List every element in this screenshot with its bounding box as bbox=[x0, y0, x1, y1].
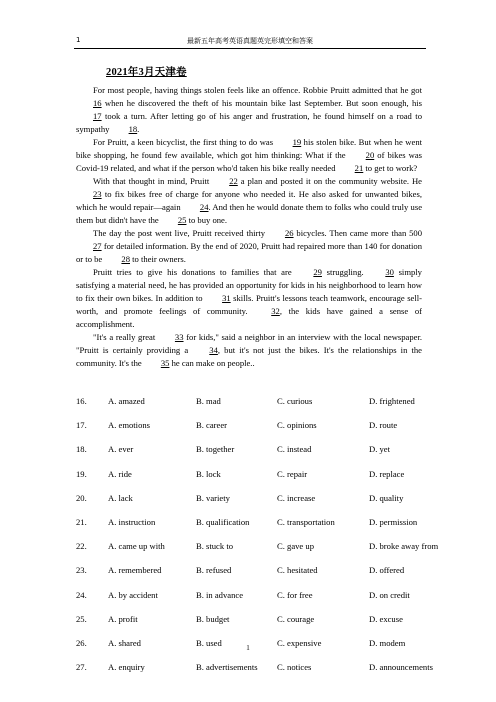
option-a: A. shared bbox=[108, 637, 141, 648]
passage-text: struggling. bbox=[321, 267, 369, 277]
option-d: D. yet bbox=[369, 444, 391, 455]
passage-text: took a turn. After letting go of his anger and frustration, he found himself on a road to sympathy bbox=[76, 111, 422, 134]
option-b: B. qualification bbox=[196, 516, 250, 527]
passage-text: . bbox=[137, 124, 140, 134]
blank-number: 25 bbox=[177, 215, 187, 225]
option-b: B. lock bbox=[196, 468, 221, 479]
option-d: D. on credit bbox=[369, 589, 410, 600]
blank-number: 30 bbox=[385, 267, 394, 277]
option-a: A. came up with bbox=[108, 541, 165, 552]
option-c: C. instead bbox=[277, 444, 312, 455]
passage-text: , but it's not just the bikes. It's the relationships in the community. It's the bbox=[76, 345, 422, 368]
blank-number: 18 bbox=[128, 124, 138, 134]
option-d: D. excuse bbox=[369, 613, 403, 624]
blank-number: 19 bbox=[292, 137, 302, 147]
option-d: D. frightened bbox=[369, 396, 415, 406]
header-title: 最新五年高考英语真题英完形填空和答案 bbox=[187, 37, 313, 45]
blank-number: 27 bbox=[93, 241, 102, 251]
option-row bbox=[76, 614, 466, 638]
option-row bbox=[76, 662, 466, 686]
question-number: 24. bbox=[76, 589, 87, 600]
blank-number: 29 bbox=[313, 267, 322, 277]
passage-paragraph bbox=[76, 227, 422, 266]
option-a: A. emotions bbox=[108, 420, 151, 431]
option-b: B. refused bbox=[196, 565, 232, 576]
question-number: 23. bbox=[76, 565, 87, 576]
option-c: C. hesitated bbox=[277, 565, 318, 576]
option-b: B. budget bbox=[196, 613, 230, 624]
option-b: B. variety bbox=[196, 492, 230, 503]
option-d: D. announcements bbox=[369, 662, 433, 673]
blank-number: 32 bbox=[271, 306, 280, 316]
blank-number: 23 bbox=[93, 189, 102, 199]
passage-text: of bikes was Covid-19 related, and what if the person who'd taken his bike really needed bbox=[76, 150, 423, 173]
passage-text: for detailed information. By the end of 2020, Pruitt had repaired more than 140 for donation or to be bbox=[76, 241, 422, 264]
question-number: 26. bbox=[76, 637, 87, 648]
option-row bbox=[76, 517, 466, 541]
passage-text: his stolen bike. But when he went bike shopping, he found few available, which got him thinking: What if the bbox=[76, 137, 422, 160]
option-a: A. lack bbox=[108, 492, 133, 503]
passage-text: he can make on people.. bbox=[169, 358, 255, 368]
option-row bbox=[76, 420, 466, 444]
question-number: 19. bbox=[76, 468, 87, 479]
option-c: C. repair bbox=[277, 468, 308, 479]
passage-text: Pruitt tries to give his donations to families that are bbox=[93, 267, 297, 277]
blank-number: 26 bbox=[284, 228, 294, 238]
passage-text: . And then he would donate them to folks who could truly use them but didn't have the bbox=[76, 202, 423, 225]
option-a: A. ride bbox=[108, 468, 132, 479]
passage-text: to get to work? bbox=[363, 163, 418, 173]
blank-number: 31 bbox=[222, 293, 231, 303]
passage-paragraph bbox=[76, 331, 422, 370]
option-row bbox=[76, 541, 466, 565]
page-footer-number: 1 bbox=[246, 644, 250, 652]
blank-number: 28 bbox=[121, 254, 130, 264]
option-d: D. modem bbox=[369, 637, 406, 648]
option-c: C. increase bbox=[277, 492, 316, 503]
question-number: 18. bbox=[76, 444, 87, 455]
passage-paragraph bbox=[76, 175, 422, 227]
passage-text: when he discovered the theft of his mountain bike last September. But soon enough, his bbox=[101, 98, 422, 108]
question-number: 16. bbox=[76, 396, 87, 406]
option-b: B. together bbox=[196, 444, 235, 455]
question-number: 22. bbox=[76, 541, 87, 552]
option-d: D. quality bbox=[369, 492, 404, 503]
option-a: A. ever bbox=[108, 444, 134, 455]
option-c: C. curious bbox=[277, 396, 313, 406]
option-c: C. for free bbox=[277, 589, 313, 600]
blank-number: 24 bbox=[199, 202, 209, 212]
option-row bbox=[76, 469, 466, 493]
question-number: 21. bbox=[76, 516, 87, 527]
passage-text: skills. Pruitt's lessons teach teamwork, encourage sell-worth, and promote feelings of community. bbox=[76, 293, 422, 316]
option-b: B. stuck to bbox=[196, 541, 234, 552]
passage-text: to fix bikes free of charge for anyone who needed it. He also asked for unwanted bikes, which he would repair—again bbox=[76, 189, 422, 212]
option-c: C. transportation bbox=[277, 516, 335, 527]
passage-paragraph bbox=[76, 266, 422, 331]
passage bbox=[76, 84, 422, 370]
blank-number: 16 bbox=[93, 98, 102, 108]
options-list bbox=[76, 396, 466, 686]
option-row bbox=[76, 590, 466, 614]
option-d: D. route bbox=[369, 420, 398, 431]
passage-text: , the kids have gained a sense of accomplishment. bbox=[76, 306, 423, 329]
option-d: D. offered bbox=[369, 565, 405, 576]
option-a: A. amazed bbox=[108, 396, 145, 406]
option-b: B. career bbox=[196, 420, 228, 431]
option-d: D. replace bbox=[369, 468, 405, 479]
option-a: A. profit bbox=[108, 613, 138, 624]
blank-number: 35 bbox=[160, 358, 170, 368]
passage-text: to buy one. bbox=[186, 215, 228, 225]
option-d: D. permission bbox=[369, 516, 418, 527]
option-b: B. mad bbox=[196, 396, 221, 406]
option-b: B. used bbox=[196, 637, 222, 648]
option-row bbox=[76, 565, 466, 589]
passage-text: The day the post went live, Pruitt received thirty bbox=[93, 228, 268, 238]
question-number: 25. bbox=[76, 613, 87, 624]
option-d: D. broke away from bbox=[369, 541, 439, 552]
option-c: C. gave up bbox=[277, 541, 314, 552]
document-title: 2021年3月天津卷 bbox=[106, 67, 187, 78]
passage-text: for kids," said a neighbor in an interview with the local newspaper. "Pruitt is certainly providing a bbox=[76, 332, 423, 355]
option-b: B. in advance bbox=[196, 589, 244, 600]
passage-text: For most people, having things stolen feels like an offence. Robbie Pruitt admitted that he got bbox=[93, 85, 422, 95]
option-a: A. enquiry bbox=[108, 662, 145, 673]
option-c: C. courage bbox=[277, 613, 315, 624]
blank-number: 20 bbox=[365, 150, 375, 160]
passage-text: bicycles. Then came more than 500 bbox=[293, 228, 422, 238]
passage-paragraph bbox=[76, 136, 422, 175]
blank-number: 34 bbox=[209, 345, 218, 355]
passage-text: to their owners. bbox=[130, 254, 186, 264]
option-row bbox=[76, 493, 466, 517]
option-a: A. by accident bbox=[108, 589, 158, 600]
option-row bbox=[76, 396, 466, 420]
passage-text: simply satisfying a material need, he has provided an opportunity for kids in his neighborhood to learn how to fix their own bikes. In addition to bbox=[76, 267, 422, 303]
passage-paragraph bbox=[76, 84, 422, 136]
blank-number: 22 bbox=[229, 176, 238, 186]
option-a: A. remembered bbox=[108, 565, 162, 576]
option-b: B. advertisements bbox=[196, 662, 258, 673]
question-number: 27. bbox=[76, 662, 87, 673]
option-c: C. notices bbox=[277, 662, 312, 673]
blank-number: 33 bbox=[174, 332, 184, 342]
passage-text: For Pruitt, a keen bicyclist, the first thing to do was bbox=[93, 137, 276, 147]
passage-text: With that thought in mind, Pruitt bbox=[93, 176, 213, 186]
passage-text: a plan and posted it on the community website. He bbox=[237, 176, 422, 186]
passage-text: "It's a really great bbox=[93, 332, 158, 342]
option-c: C. expensive bbox=[277, 637, 322, 648]
page-header bbox=[74, 36, 426, 49]
option-row bbox=[76, 444, 466, 468]
question-number: 20. bbox=[76, 492, 87, 503]
blank-number: 21 bbox=[354, 163, 364, 173]
question-number: 17. bbox=[76, 420, 87, 431]
blank-number: 17 bbox=[93, 111, 102, 121]
option-a: A. instruction bbox=[108, 516, 156, 527]
header-page-number: 1 bbox=[76, 36, 81, 44]
option-c: C. opinions bbox=[277, 420, 317, 431]
